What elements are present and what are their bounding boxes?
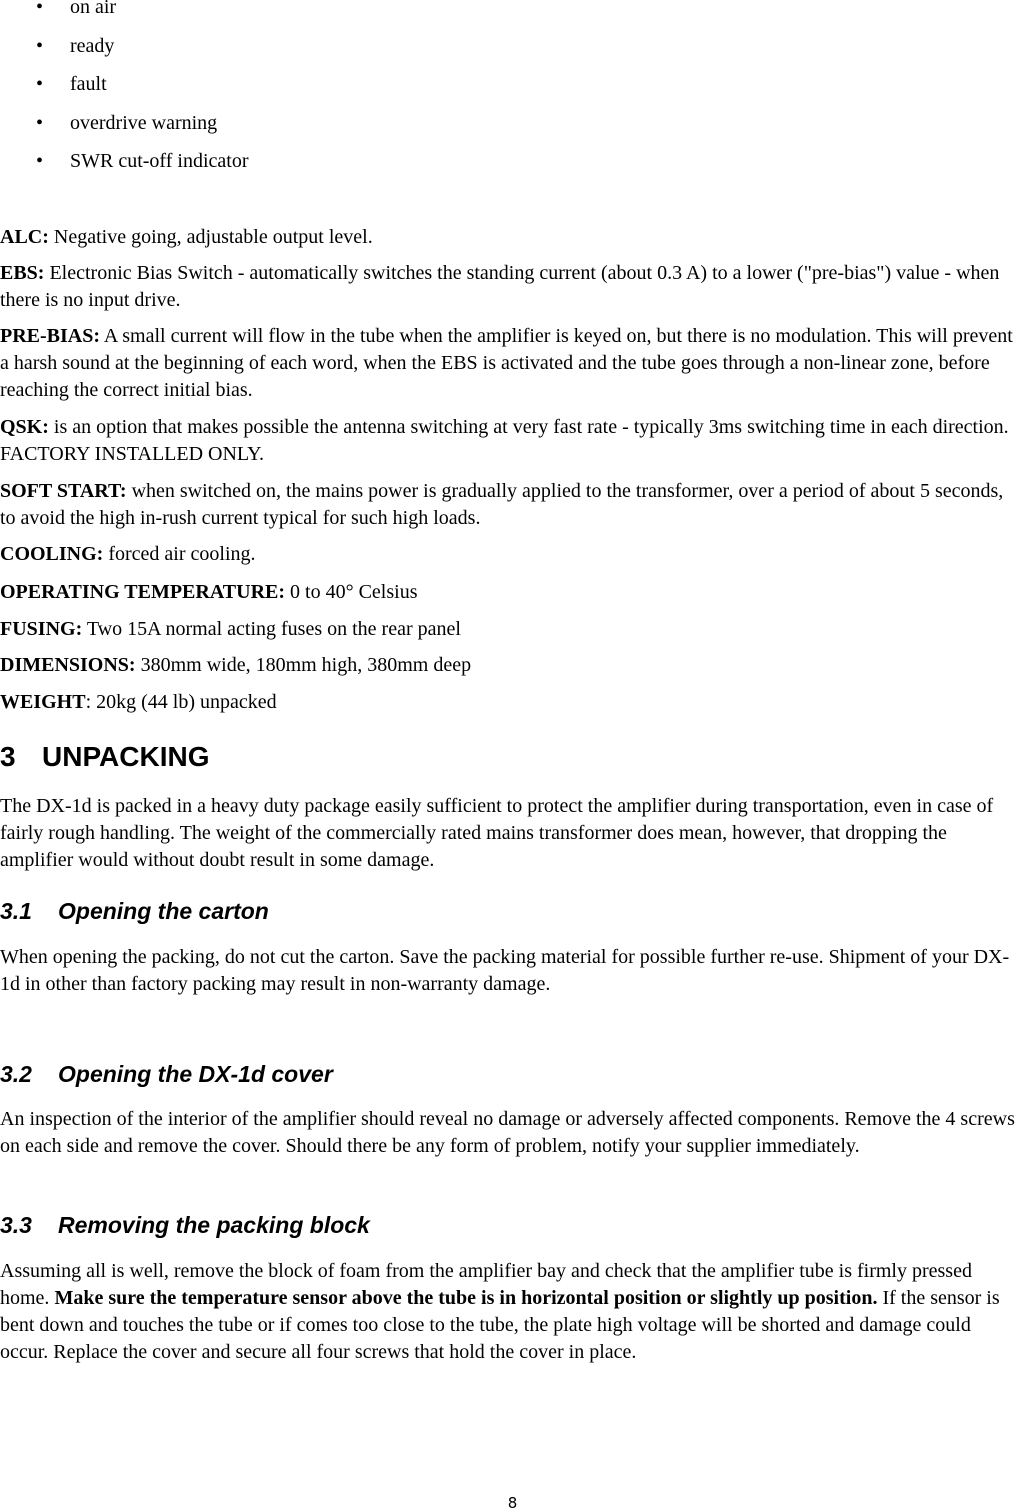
- list-item: • fault: [0, 71, 1025, 110]
- spec-operating-temperature: OPERATING TEMPERATURE: 0 to 40° Celsius: [0, 581, 418, 603]
- indicator-list: [0, 0, 1025, 187]
- list-item: • on air: [0, 0, 1025, 33]
- spec-dimensions: DIMENSIONS: 380mm wide, 180mm high, 380mm deep: [0, 654, 472, 676]
- spec-softstart: SOFT START: when switched on, the mains power is gradually applied to the transformer, over a period of about 5 seconds, to avoid the high in-rush current typical for such high loads.: [0, 480, 1004, 529]
- section-heading-unpacking: 3 UNPACKING: [0, 741, 210, 772]
- page-number: 8: [507, 1494, 518, 1512]
- bullet-icon: •: [36, 73, 44, 95]
- opening-cover-text: An inspection of the interior of the amplifier should reveal no damage or adversely affected components. Remove the 4 screws on each side and remove the cover. Should there be any form of problem, notify your supplier immediately.: [0, 1108, 1015, 1157]
- subsection-heading-packing-block: 3.3 Removing the packing block: [0, 1212, 370, 1238]
- bullet-icon: •: [36, 111, 44, 134]
- bullet-icon: •: [36, 150, 44, 172]
- unpacking-intro: The DX-1d is packed in a heavy duty package easily sufficient to protect the amplifier during transportation, even in case of fairly rough handling. The weight of the commercially rated mains transformer does mean, however, that dropping the amplifier would without doubt result in some damage.: [0, 795, 994, 871]
- spec-qsk: QSK: is an option that makes possible the antenna switching at very fast rate - typically 3ms switching time in each direction. FACTORY INSTALLED ONLY.: [0, 416, 1009, 465]
- spec-cooling: COOLING: forced air cooling.: [0, 543, 256, 565]
- bullet-icon: •: [36, 0, 44, 18]
- bullet-icon: •: [36, 34, 44, 57]
- spec-fusing: FUSING: Two 15A normal acting fuses on the rear panel: [0, 618, 461, 640]
- subsection-heading-opening-cover: 3.2 Opening the DX-1d cover: [0, 1061, 333, 1087]
- spec-alc: ALC: Negative going, adjustable output level.: [0, 226, 373, 248]
- opening-carton-text: When opening the packing, do not cut the carton. Save the packing material for possible further re-use. Shipment of your DX-1d in other than factory packing may result in non-warranty damage.: [0, 946, 1010, 995]
- list-item: • overdrive warning: [0, 110, 1025, 149]
- spec-ebs: EBS: Electronic Bias Switch - automatically switches the standing current (about 0.3 A) to a lower ("pre-bias") value - when there is no input drive.: [0, 262, 1000, 311]
- list-item: • SWR cut-off indicator: [0, 148, 1025, 187]
- spec-prebias: PRE-BIAS: A small current will flow in the tube when the amplifier is keyed on, but there is no modulation. This will prevent a harsh sound at the beginning of each word, when the EBS is activated and the tube goes through a non-linear zone, before reaching the correct initial bias.: [0, 325, 1013, 401]
- list-item: • ready: [0, 33, 1025, 72]
- spec-weight: WEIGHT: 20kg (44 lb) unpacked: [0, 691, 277, 713]
- packing-block-text: Assuming all is well, remove the block of foam from the amplifier bay and check that the amplifier tube is firmly pressed home. Make sure the temperature sensor above the tube is in horizontal position or slightly up position. If the sensor is bent down and touches the tube or if comes too close to the tube, the plate high voltage will be shorted and damage could occur. Replace the cover and secure all four screws that hold the cover in place.: [0, 1260, 1000, 1363]
- subsection-heading-opening-carton: 3.1 Opening the carton: [0, 898, 269, 924]
